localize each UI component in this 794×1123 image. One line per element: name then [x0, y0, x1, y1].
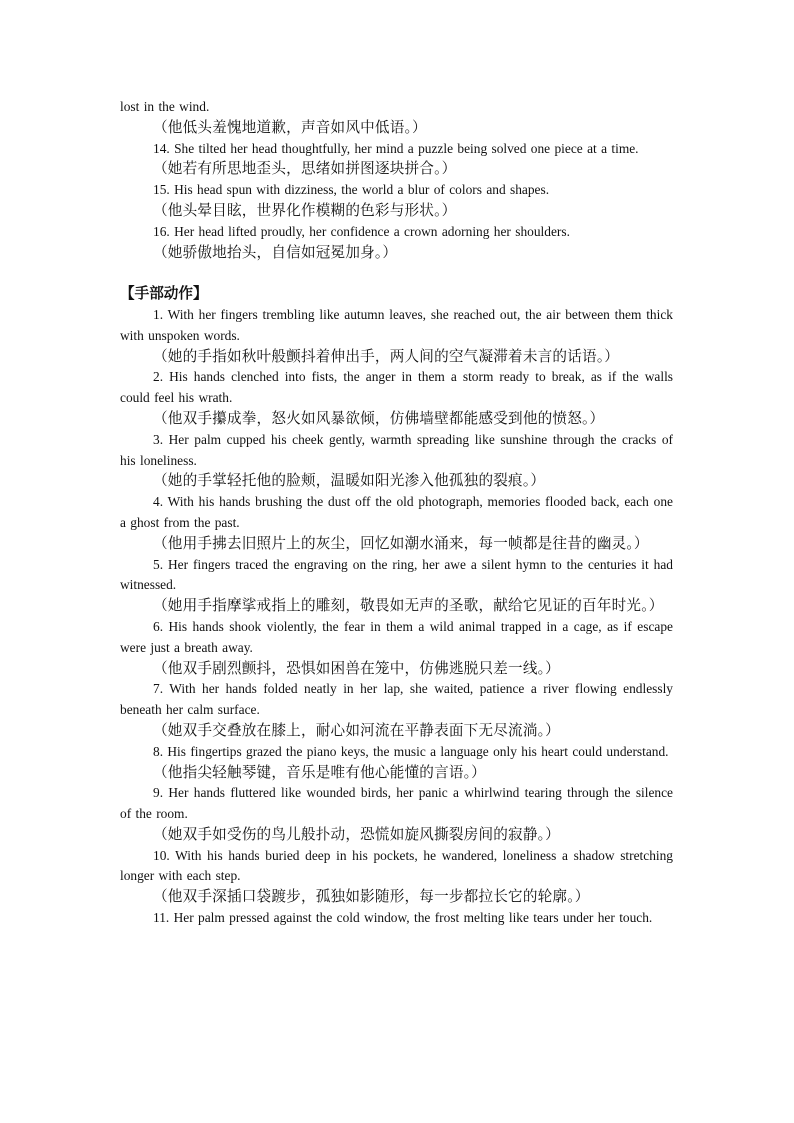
hand-sentence-6: 6. His hands shook violently, the fear in them a wild animal trapped in a cage, as if escape were just a breath away. — [120, 618, 673, 655]
hand-sentence-7: 7. With her hands folded neatly in her lap, she waited, patience a river flowing endlessly beneath her calm surface. — [120, 681, 673, 718]
document-body — [120, 97, 673, 929]
hand-sentence-2: 2. His hands clenched into fists, the anger in them a storm ready to break, as if the walls could feel his wrath. — [120, 369, 673, 406]
section-spacer — [120, 263, 673, 284]
hand-translation-3: （她的手掌轻托他的脸颊，温暖如阳光渗入他孤独的裂痕。） — [153, 472, 546, 490]
hand-sentence-3: 3. Her palm cupped his cheek gently, warmth spreading like sunshine through the cracks of his loneliness. — [120, 431, 673, 468]
translation-15: （他头晕目眩，世界化作模糊的色彩与形状。） — [153, 201, 457, 219]
continued-translation: （他低头羞愧地道歉，声音如风中低语。） — [153, 118, 427, 136]
hand-translation-9: （她双手如受伤的鸟儿般扑动，恐慌如旋风撕裂房间的寂静。） — [153, 825, 560, 843]
hand-sentence-5: 5. Her fingers traced the engraving on the ring, her awe a silent hymn to the centuries it had witnessed. — [120, 556, 673, 593]
translation-14: （她若有所思地歪头，思绪如拼图逐块拼合。） — [153, 160, 457, 178]
hand-translation-5: （她用手指摩挲戒指上的雕刻，敬畏如无声的圣歌，献给它见证的百年时光。） — [153, 597, 664, 615]
sentence-16: 16. Her head lifted proudly, her confidence a crown adorning her shoulders. — [153, 223, 570, 239]
hand-sentence-10: 10. With his hands buried deep in his pockets, he wandered, loneliness a shadow stretching longer with each step. — [120, 847, 673, 884]
hand-translation-10: （他双手深插口袋踱步，孤独如影随形，每一步都拉长它的轮廓。） — [153, 888, 590, 906]
hand-translation-1: （她的手指如秋叶般颤抖着伸出手，两人间的空气凝滞着未言的话语。） — [153, 347, 620, 365]
continued-sentence: lost in the wind. — [120, 99, 210, 114]
hand-translation-6: （他双手剧烈颤抖，恐惧如困兽在笼中，仿佛逃脱只差一线。） — [153, 659, 560, 677]
hand-translation-8: （他指尖轻触琴键，音乐是唯有他心能懂的言语。） — [153, 763, 486, 781]
hand-sentence-9: 9. Her hands fluttered like wounded birds, her panic a whirlwind tearing through the silence of the room. — [120, 785, 673, 822]
hand-translation-2: （他双手攥成拳，怒火如风暴欲倾，仿佛墙壁都能感受到他的愤怒。） — [153, 409, 605, 427]
hand-translation-4: （他用手拂去旧照片上的灰尘，回忆如潮水涌来，每一帧都是往昔的幽灵。） — [153, 534, 649, 552]
hand-sentence-4: 4. With his hands brushing the dust off the old photograph, memories flooded back, each one a ghost from the past. — [120, 494, 673, 530]
section-heading: 【手部动作】 — [120, 285, 208, 303]
hand-translation-7: （她双手交叠放在膝上，耐心如河流在平静表面下无尽流淌。） — [153, 721, 560, 739]
hand-sentence-8: 8. His fingertips grazed the piano keys, the music a language only his heart could understand. — [153, 743, 669, 759]
translation-16: （她骄傲地抬头，自信如冠冕加身。） — [153, 243, 398, 261]
hand-sentence-1: 1. With her fingers trembling like autumn leaves, she reached out, the air between them thick with unspoken words. — [120, 306, 673, 343]
sentence-15: 15. His head spun with dizziness, the world a blur of colors and shapes. — [153, 182, 550, 198]
hand-sentence-11: 11. Her palm pressed against the cold window, the frost melting like tears under her touch. — [153, 910, 653, 926]
sentence-14: 14. She tilted her head thoughtfully, her mind a puzzle being solved one piece at a time. — [153, 140, 639, 156]
